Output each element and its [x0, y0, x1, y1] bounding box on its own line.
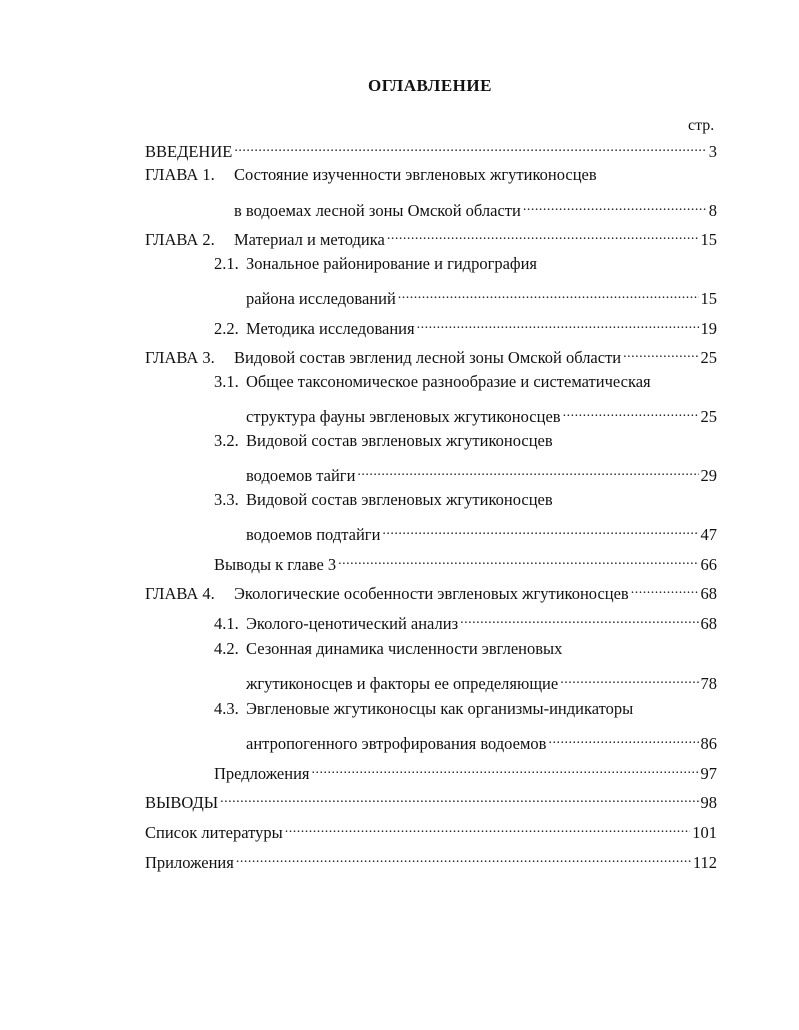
toc-entry-section-3-1-continued[interactable]	[246, 400, 717, 426]
toc-entry-text: структура фауны эвгленовых жгутиконосцев	[246, 407, 561, 426]
toc-entry-text: Методика исследования	[246, 319, 415, 338]
dot-leader	[563, 400, 699, 422]
toc-entry-number: 4.3.	[214, 699, 239, 718]
toc-entry-number: ГЛАВА 2.	[145, 230, 215, 249]
toc-entry-section-3-2[interactable]	[214, 430, 553, 452]
toc-entry-number: 4.2.	[214, 639, 239, 658]
toc-entry-text: ВЫВОДЫ	[145, 793, 219, 812]
toc-entry-text: ВВЕДЕНИЕ	[145, 142, 233, 161]
toc-entry-section-4-1[interactable]	[214, 607, 717, 633]
toc-entry-number: ГЛАВА 1.	[145, 165, 215, 184]
toc-entry-page: 86	[700, 734, 717, 753]
toc-entry-text: Сезонная динамика численности эвгленовых	[246, 639, 563, 658]
dot-leader	[338, 548, 698, 570]
toc-entry-number: 2.2.	[214, 319, 239, 338]
toc-entry-chapter-1[interactable]	[145, 164, 597, 186]
toc-entry-section-4-2-continued[interactable]	[246, 667, 717, 693]
dot-leader	[236, 846, 691, 868]
toc-entry-page: 29	[700, 466, 717, 485]
toc-entry-text: Видовой состав эвгленид лесной зоны Омской области	[234, 348, 622, 367]
toc-entry-section-2-1[interactable]	[214, 253, 537, 275]
toc-entry-number: ГЛАВА 3.	[145, 348, 215, 367]
toc-entry-page: 15	[700, 230, 717, 249]
toc-entry-proposals[interactable]	[214, 757, 717, 783]
toc-entry-page: 78	[700, 674, 717, 693]
toc-entry-text: жгутиконосцев и факторы ее определяющие	[246, 674, 559, 693]
dot-leader	[398, 282, 699, 304]
toc-entry-section-3-2-continued[interactable]	[246, 459, 717, 485]
toc-entry-text: Приложения	[145, 853, 234, 872]
toc-entry-text: водоемов подтайги	[246, 525, 381, 544]
toc-entry-page: 15	[700, 289, 717, 308]
toc-entry-page: 19	[700, 319, 717, 338]
toc-entry-section-2-2[interactable]	[214, 312, 717, 338]
dot-leader	[548, 727, 698, 749]
dot-leader	[234, 135, 706, 157]
toc-entry-page: 112	[692, 853, 717, 872]
toc-entry-chapter-4[interactable]	[145, 577, 717, 603]
toc-entry-page: 25	[700, 348, 717, 367]
toc-entry-section-2-1-continued[interactable]	[246, 282, 717, 308]
toc-entry-appendices[interactable]	[145, 846, 717, 872]
toc-entry-page: 8	[708, 201, 717, 220]
toc-entry-number: 3.2.	[214, 431, 239, 450]
toc-entry-page: 66	[700, 555, 717, 574]
dot-leader	[357, 459, 698, 481]
toc-entry-section-3-1[interactable]	[214, 371, 651, 393]
toc-entry-page: 68	[700, 584, 717, 603]
toc-entry-page: 47	[700, 525, 717, 544]
toc-entry-page: 25	[700, 407, 717, 426]
toc-entry-text: Материал и методика	[234, 230, 385, 249]
dot-leader	[417, 312, 699, 334]
dot-leader	[382, 518, 698, 540]
toc-entry-text: Состояние изученности эвгленовых жгутиконосцев	[234, 165, 597, 184]
toc-entry-text: Видовой состав эвгленовых жгутиконосцев	[246, 490, 553, 509]
toc-entry-section-3-3[interactable]	[214, 489, 553, 511]
toc-entry-page: 68	[700, 614, 717, 633]
toc-entry-chapter-3-conclusions[interactable]	[214, 548, 717, 574]
page-column-label: стр.	[688, 117, 715, 134]
dot-leader	[285, 816, 691, 838]
toc-entry-number: 2.1.	[214, 254, 239, 273]
toc-entry-text: в водоемах лесной зоны Омской области	[234, 201, 521, 220]
toc-entry-text: Эколого-ценотический анализ	[246, 614, 459, 633]
toc-entry-section-4-3[interactable]	[214, 698, 633, 720]
toc-entry-section-4-2[interactable]	[214, 638, 562, 660]
toc-entry-conclusions[interactable]	[145, 786, 717, 812]
toc-entry-number: 4.1.	[214, 614, 239, 633]
toc-entry-chapter-3[interactable]	[145, 341, 717, 367]
dot-leader	[631, 577, 699, 599]
toc-entry-number: 3.1.	[214, 372, 239, 391]
dot-leader	[623, 341, 698, 363]
toc-entry-text: Видовой состав эвгленовых жгутиконосцев	[246, 431, 553, 450]
toc-entry-text: Общее таксономическое разнообразие и систематическая	[246, 372, 651, 391]
toc-entry-text: Выводы к главе 3	[214, 555, 337, 574]
toc-entry-chapter-2[interactable]	[145, 223, 717, 249]
toc-entry-chapter-1-continued[interactable]	[234, 194, 717, 220]
toc-entry-text: Эвгленовые жгутиконосцы как организмы-индикаторы	[246, 699, 634, 718]
dot-leader	[387, 223, 699, 245]
toc-entry-page: 97	[700, 764, 717, 783]
toc-entry-text: Список литературы	[145, 823, 283, 842]
toc-entry-text: водоемов тайги	[246, 466, 356, 485]
toc-entry-page: 101	[692, 823, 717, 842]
toc-entry-text: антропогенного эвтрофирования водоемов	[246, 734, 547, 753]
toc-entry-text: района исследований	[246, 289, 396, 308]
toc-entry-number: 3.3.	[214, 490, 239, 509]
page-title: ОГЛАВЛЕНИЕ	[368, 76, 492, 95]
toc-entry-text: Экологические особенности эвгленовых жгутиконосцев	[234, 584, 629, 603]
toc-entry-page: 3	[708, 142, 717, 161]
dot-leader	[312, 757, 699, 779]
toc-entry-section-4-3-continued[interactable]	[246, 727, 717, 753]
dot-leader	[560, 667, 698, 689]
dot-leader	[460, 607, 698, 629]
toc-entry-section-3-3-continued[interactable]	[246, 518, 717, 544]
toc-entry-references[interactable]	[145, 816, 717, 842]
toc-entry-introduction[interactable]	[145, 135, 717, 161]
toc-entry-text: Предложения	[214, 764, 310, 783]
dot-leader	[523, 194, 707, 216]
toc-entry-text: Зональное районирование и гидрография	[246, 254, 538, 273]
dot-leader	[220, 786, 698, 808]
toc-entry-page: 98	[700, 793, 717, 812]
toc-entry-number: ГЛАВА 4.	[145, 584, 215, 603]
